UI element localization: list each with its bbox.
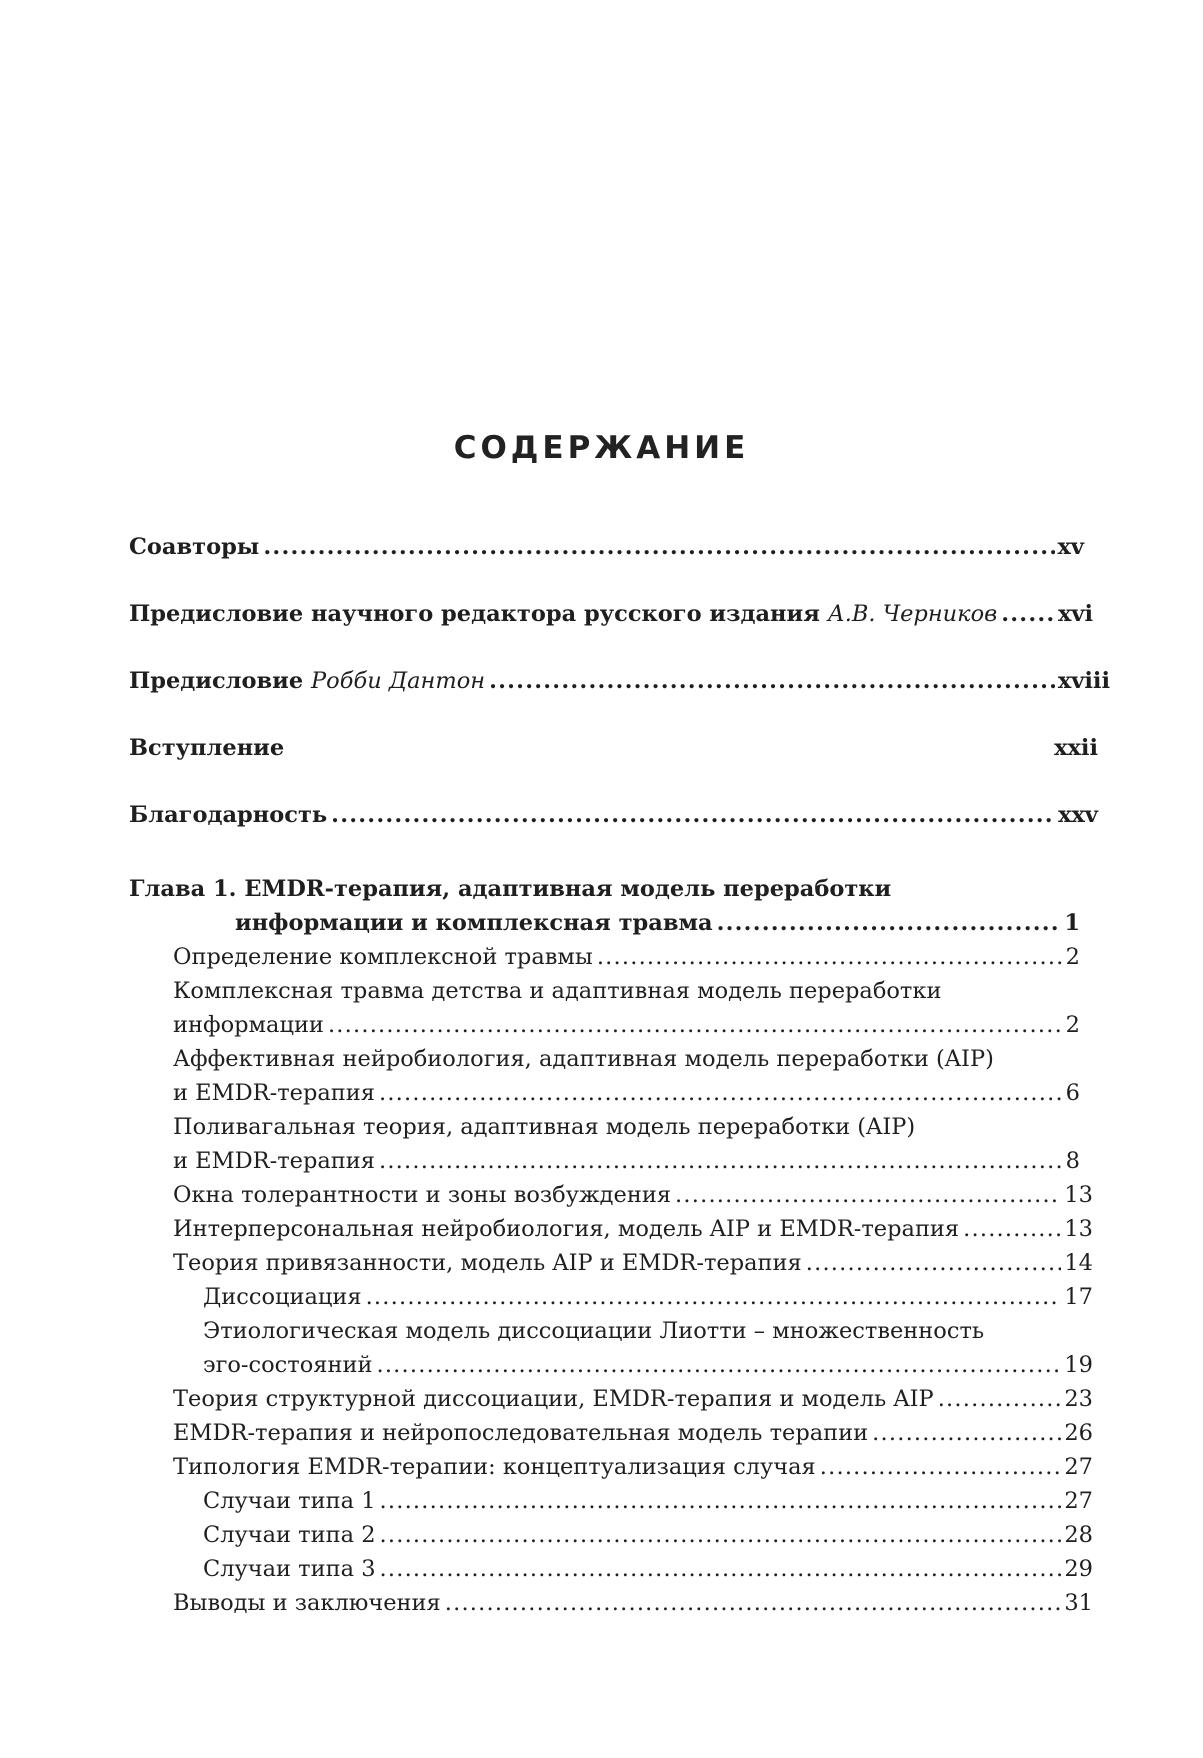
toc-page-number: xxii — [1054, 735, 1098, 761]
toc-subsection-line[interactable]: Этиологическая модель диссоциации Лиотти – множественность — [203, 1318, 985, 1344]
toc-section-line[interactable]: Аффективная нейробиология, адаптивная модель переработки (AIP) — [173, 1046, 994, 1072]
toc-section-line[interactable]: Комплексная травма детства и адаптивная модель переработки — [173, 978, 942, 1004]
toc-chapter-1[interactable] — [235, 906, 1080, 940]
toc-page-number: 26 — [1064, 1420, 1093, 1446]
toc-section[interactable]: Окна толерантности и зоны возбуждения ..... 13 — [173, 1178, 1093, 1212]
toc-page-number: xxv — [1058, 802, 1098, 828]
toc-section-line[interactable]: Поливагальная теория, адаптивная модель переработки (AIP) — [173, 1114, 916, 1140]
toc-chapter-title-cont: информации и комплексная травма — [235, 910, 713, 936]
toc-page-number: 2 — [1065, 944, 1080, 970]
toc-subsection[interactable]: Диссоциация ..... 17 — [203, 1280, 1093, 1314]
toc-section[interactable]: Интерперсональная нейробиология, модель AIP и EMDR-терапия ..... 13 — [173, 1212, 1093, 1246]
toc-page-number: 23 — [1064, 1386, 1093, 1412]
toc-section[interactable]: информации ..... 2 — [173, 1008, 1080, 1042]
toc-page-number: 14 — [1064, 1250, 1093, 1276]
toc-front-coauthors[interactable] — [129, 530, 1084, 564]
toc-section[interactable]: Теория привязанности, модель AIP и EMDR-терапия ..... 14 — [173, 1246, 1093, 1280]
toc-page-number: 2 — [1065, 1012, 1080, 1038]
toc-page-number: xvi — [1057, 601, 1093, 627]
toc-front-introduction[interactable] — [129, 731, 1098, 765]
toc-front-preface[interactable] — [129, 664, 1110, 698]
toc-section[interactable]: EMDR-терапия и нейропоследовательная модель терапии ..... 26 — [173, 1416, 1093, 1450]
toc-subsection[interactable]: Случаи типа 1 ..... 27 — [203, 1484, 1093, 1518]
toc-chapter-title[interactable]: Глава 1. EMDR-терапия, адаптивная модель переработки — [129, 876, 892, 902]
toc-front-editor-preface[interactable] — [129, 597, 1093, 631]
toc-subsection[interactable]: Случаи типа 3 ..... 29 — [203, 1552, 1093, 1586]
toc-front-author: А.В. Черников — [827, 601, 998, 627]
toc-page-number: 31 — [1064, 1590, 1093, 1616]
toc-page-number: xviii — [1057, 668, 1110, 694]
toc-front-author: Робби Дантон — [311, 668, 486, 694]
toc-page-number: 8 — [1065, 1148, 1080, 1174]
toc-page-number: 13 — [1064, 1182, 1093, 1208]
toc-page-number: 13 — [1064, 1216, 1093, 1242]
toc-front-label: Соавторы — [129, 534, 260, 560]
toc-front-label: Предисловие — [129, 668, 304, 694]
page-title: СОДЕРЖАНИЕ — [453, 430, 750, 466]
toc-page-number: 1 — [1064, 910, 1080, 936]
toc-section[interactable]: Теория структурной диссоциации, EMDR-терапия и модель AIP ..... 23 — [173, 1382, 1093, 1416]
toc-page-number: 19 — [1064, 1352, 1093, 1378]
toc-page-number: 28 — [1064, 1522, 1093, 1548]
toc-page-number: 6 — [1065, 1080, 1080, 1106]
toc-front-acknowledgements[interactable] — [129, 798, 1098, 832]
toc-page-number: 17 — [1064, 1284, 1093, 1310]
toc-front-label: Вступление — [129, 735, 285, 761]
toc-subsection[interactable]: Случаи типа 2 ..... 28 — [203, 1518, 1093, 1552]
toc-section[interactable]: Определение комплексной травмы ..... 2 — [173, 940, 1080, 974]
toc-subsection[interactable]: эго-состояний ..... 19 — [203, 1348, 1093, 1382]
toc-page-number: 29 — [1064, 1556, 1093, 1582]
toc-section[interactable]: и EMDR-терапия ..... 8 — [173, 1144, 1080, 1178]
toc-front-label: Предисловие научного редактора русского издания — [129, 601, 820, 627]
toc-page-number: 27 — [1064, 1454, 1093, 1480]
toc-front-label: Благодарность — [129, 802, 328, 828]
toc-section[interactable]: и EMDR-терапия ..... 6 — [173, 1076, 1080, 1110]
toc-page-number: xv — [1057, 534, 1084, 560]
toc-section[interactable]: Типология EMDR-терапии: концептуализация случая ..... 27 — [173, 1450, 1093, 1484]
toc-page-number: 27 — [1064, 1488, 1093, 1514]
toc-section[interactable]: Выводы и заключения ..... 31 — [173, 1586, 1093, 1620]
